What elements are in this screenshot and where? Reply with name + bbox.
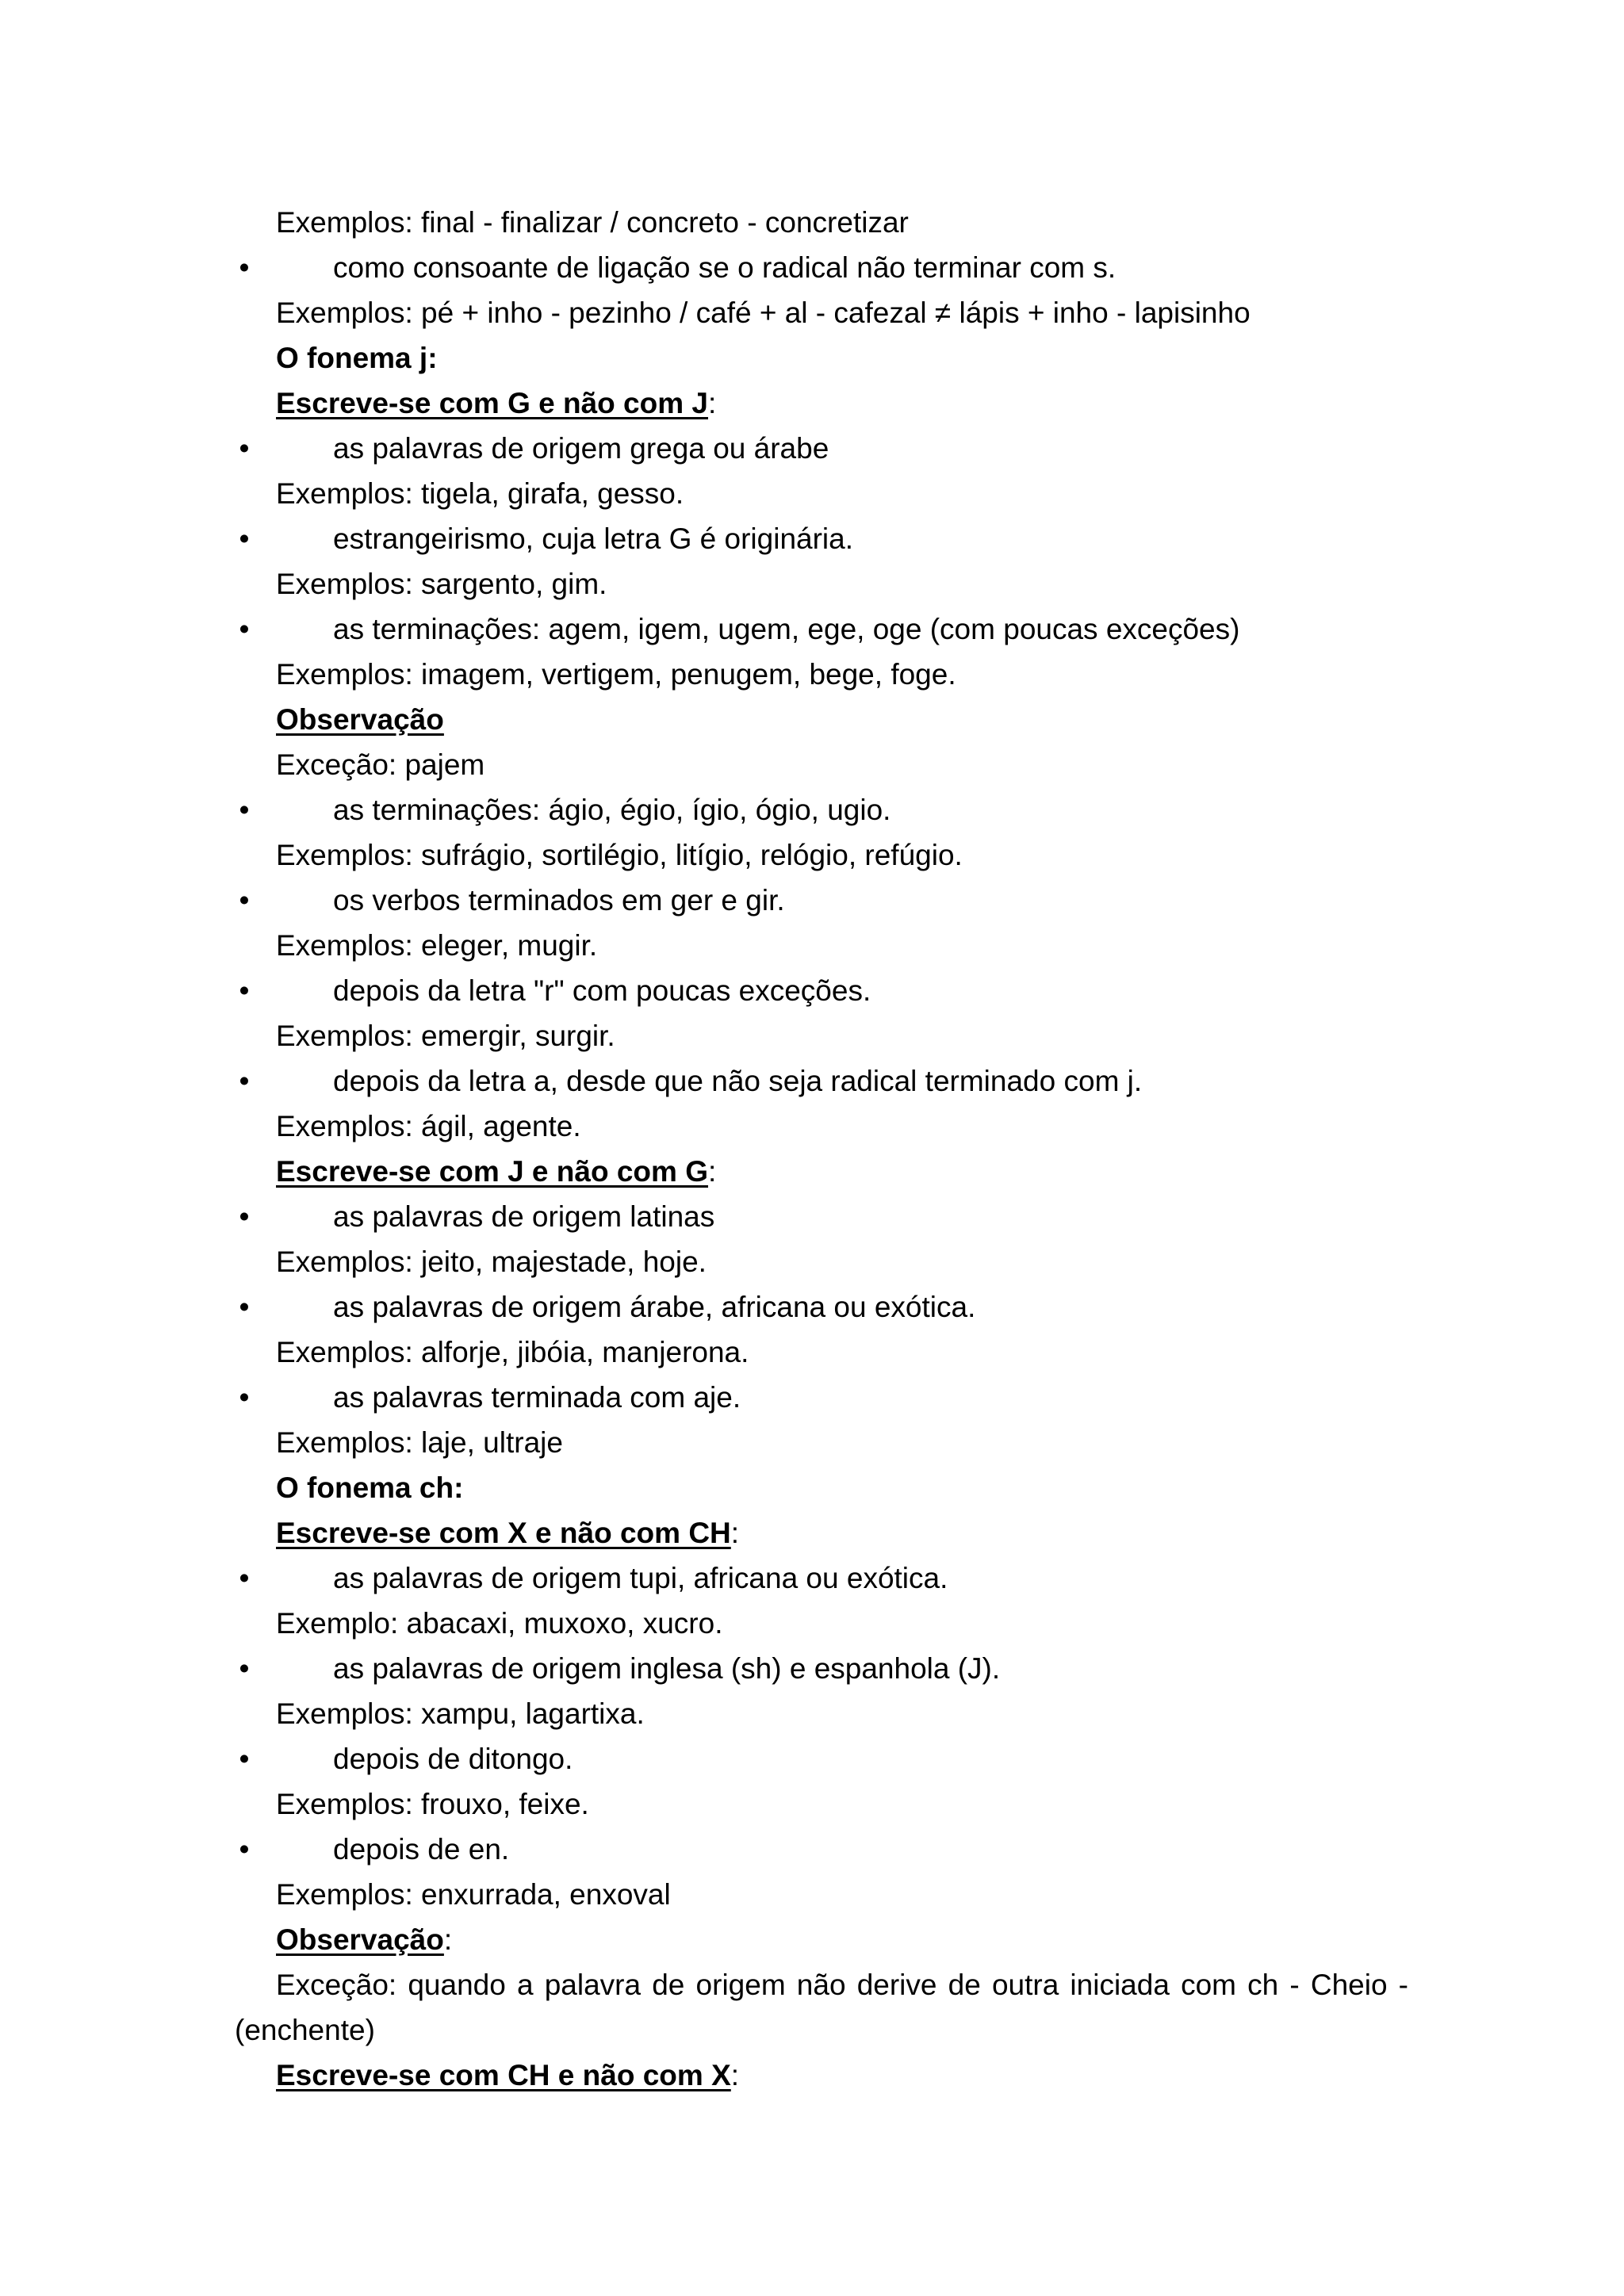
bullet-text: as palavras de origem tupi, africana ou exótica. [333, 1562, 948, 1594]
phoneme-title: O fonema ch: [276, 1471, 464, 1504]
section-heading [235, 1917, 1408, 1962]
section-heading-text: Escreve-se com X e não com CH [276, 1517, 731, 1549]
example-line: Exemplo: abacaxi, muxoxo, xucro. [276, 1607, 723, 1640]
section-heading-suffix: : [443, 1923, 453, 1956]
bullet-icon: • [239, 884, 250, 916]
example-line: Exemplos: jeito, majestade, hoje. [276, 1246, 707, 1278]
bullet-text: depois de ditongo. [333, 1743, 573, 1775]
example-line: Exemplos: imagem, vertigem, penugem, bege, foge. [276, 658, 956, 691]
bullet-icon: • [239, 1833, 250, 1866]
section-heading [235, 2053, 1408, 2098]
bullet-text: as palavras de origem latinas [333, 1200, 715, 1233]
example-line: Exemplos: frouxo, feixe. [276, 1788, 589, 1820]
bullet-item [235, 1736, 1408, 1781]
bullet-icon: • [239, 613, 250, 645]
example-line: Exemplos: pé + inho - pezinho / café + al - cafezal ≠ lápis + inho - lapisinho [276, 297, 1251, 329]
bullet-item [235, 426, 1408, 471]
section-heading-text: Escreve-se com G e não com J [276, 387, 708, 419]
example-line: Exemplos: xampu, lagartixa. [276, 1697, 645, 1730]
bullet-icon: • [239, 794, 250, 826]
bullet-item [235, 1646, 1408, 1691]
example-line: Exceção: pajem [276, 748, 485, 781]
bullet-icon: • [239, 1381, 250, 1414]
bullet-item [235, 1556, 1408, 1601]
section-heading-text: Observação [276, 703, 444, 736]
phoneme-title: O fonema j: [276, 342, 438, 374]
bullet-item [235, 1827, 1408, 1872]
bullet-item [235, 878, 1408, 923]
section-heading-text: Escreve-se com CH e não com X [276, 2059, 731, 2091]
bullet-text: as palavras de origem grega ou árabe [333, 432, 829, 465]
bullet-text: depois da letra a, desde que não seja radical terminado com j. [333, 1065, 1143, 1097]
bullet-text: como consoante de ligação se o radical não terminar com s. [333, 251, 1116, 284]
example-line: Exemplos: sufrágio, sortilégio, litígio, relógio, refúgio. [276, 839, 963, 871]
bullet-item [235, 607, 1408, 652]
example-line: Exemplos: alforje, jibóia, manjerona. [276, 1336, 749, 1368]
bullet-item [235, 1375, 1408, 1420]
bullet-icon: • [239, 1562, 250, 1594]
example-line: Exemplos: final - finalizar / concreto - concretizar [276, 206, 909, 239]
bullet-icon: • [239, 974, 250, 1007]
bullet-text: depois da letra "r" com poucas exceções. [333, 974, 871, 1007]
section-heading-suffix: : [708, 1155, 717, 1188]
bullet-item [235, 968, 1408, 1013]
section-heading-suffix: : [730, 1517, 740, 1549]
example-line: Exemplos: eleger, mugir. [276, 929, 598, 962]
bullet-text: estrangeirismo, cuja letra G é originária. [333, 522, 854, 555]
bullet-icon: • [239, 1743, 250, 1775]
section-heading [235, 1149, 1408, 1194]
bullet-text: os verbos terminados em ger e gir. [333, 884, 785, 916]
section-heading [235, 381, 1408, 426]
example-line: Exemplos: tigela, girafa, gesso. [276, 477, 684, 510]
bullet-icon: • [239, 1065, 250, 1097]
section-heading [235, 697, 1408, 742]
bullet-item [235, 245, 1408, 290]
document-body [235, 200, 1408, 2098]
bullet-icon: • [239, 432, 250, 465]
paragraph: Exceção: quando a palavra de origem não derive de outra iniciada com ch - Cheio - (enchente) [235, 1969, 1408, 2046]
example-line: Exemplos: emergir, surgir. [276, 1020, 615, 1052]
bullet-icon: • [239, 1200, 250, 1233]
example-line: Exemplos: ágil, agente. [276, 1110, 581, 1142]
bullet-item [235, 1194, 1408, 1239]
bullet-text: as terminações: ágio, égio, ígio, ógio, ugio. [333, 794, 891, 826]
bullet-text: as palavras terminada com aje. [333, 1381, 741, 1414]
section-heading [235, 1510, 1408, 1556]
section-heading-suffix: : [730, 2059, 740, 2091]
example-line: Exemplos: enxurrada, enxoval [276, 1878, 671, 1911]
bullet-item [235, 516, 1408, 561]
bullet-icon: • [239, 1291, 250, 1323]
section-heading-text: Escreve-se com J e não com G [276, 1155, 708, 1188]
bullet-item [235, 1284, 1408, 1330]
bullet-text: depois de en. [333, 1833, 510, 1866]
section-heading-suffix: : [708, 387, 717, 419]
bullet-item [235, 787, 1408, 832]
bullet-text: as palavras de origem árabe, africana ou exótica. [333, 1291, 976, 1323]
section-heading-text: Observação [276, 1923, 444, 1956]
bullet-item [235, 1058, 1408, 1104]
bullet-text: as palavras de origem inglesa (sh) e espanhola (J). [333, 1652, 1001, 1685]
bullet-icon: • [239, 522, 250, 555]
bullet-icon: • [239, 251, 250, 284]
example-line: Exemplos: sargento, gim. [276, 568, 607, 600]
bullet-icon: • [239, 1652, 250, 1685]
example-line: Exemplos: laje, ultraje [276, 1426, 563, 1459]
bullet-text: as terminações: agem, igem, ugem, ege, oge (com poucas exceções) [333, 613, 1240, 645]
